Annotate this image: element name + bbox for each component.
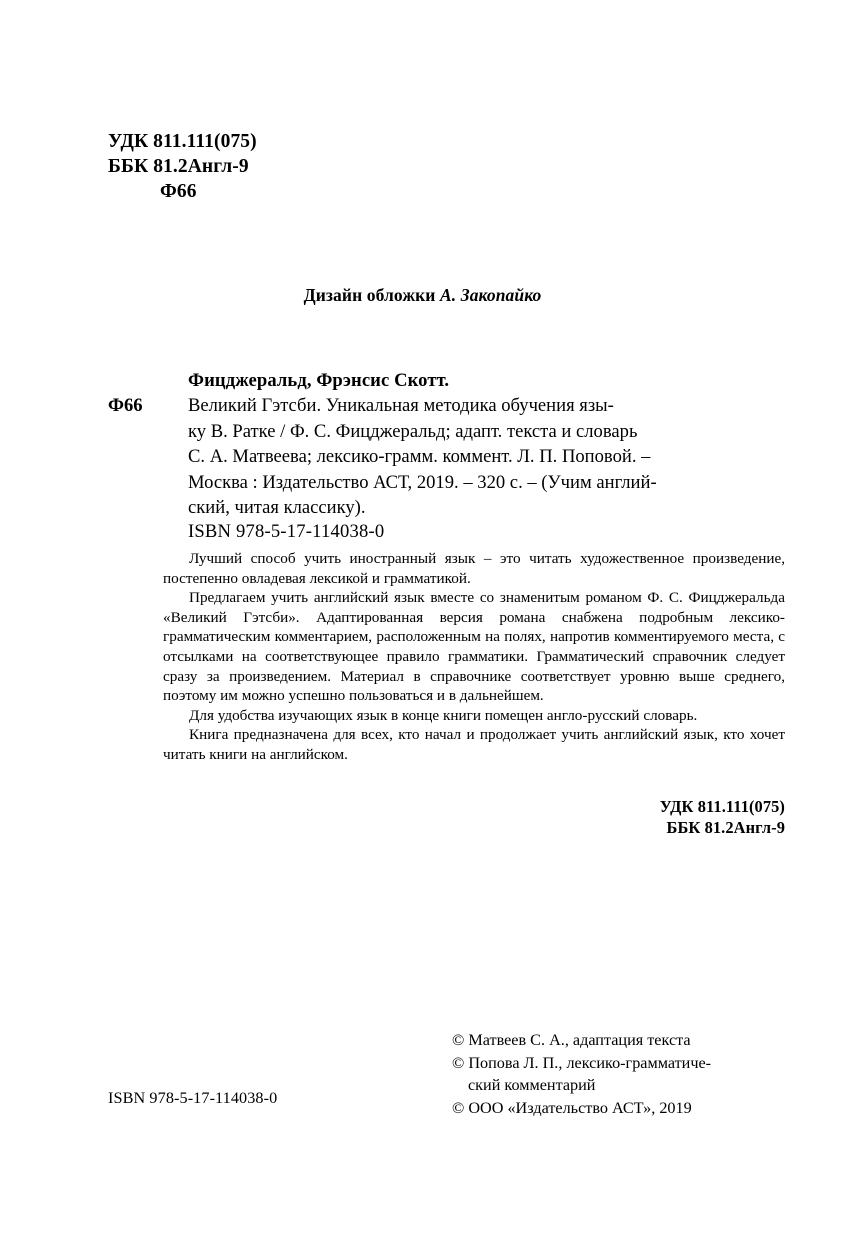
cover-design-credit xyxy=(0,285,845,306)
biblio-line: ку В. Ратке / Ф. С. Фицджеральд; адапт. текста и словарь xyxy=(188,420,638,442)
annotation-paragraph: Книга предназначена для всех, кто начал и продолжает учить английский язык, кто хочет читать книги на английском. xyxy=(163,726,785,763)
biblio-description xyxy=(108,393,786,520)
copyright-line-publisher: © ООО «Издательство АСТ», 2019 xyxy=(452,1098,692,1117)
biblio-line: Великий Гэтсби. Уникальная методика обучения язы- xyxy=(188,395,614,417)
biblio-line: С. А. Матвеева; лексико-грамм. коммент. Л. П. Поповой. – xyxy=(188,446,651,468)
copyright-block xyxy=(452,1029,711,1119)
copyright-line-adaptation: © Матвеев С. А., адаптация текста xyxy=(452,1031,691,1049)
udk-code-bottom: УДК 811.111(075) xyxy=(659,797,785,816)
annotation-paragraph: Для удобства изучающих язык в конце книги помещен англо-русский словарь. xyxy=(189,706,698,724)
cover-design-label: Дизайн обложки xyxy=(303,285,436,305)
annotation-paragraph: Лучший способ учить иностранный язык – это читать художественное произведение, постепенно овладевая лексикой и грамматикой. xyxy=(163,550,785,587)
bbk-code-top: ББК 81.2Англ-9 xyxy=(108,156,249,177)
copyright-line-commentary: © Попова Л. П., лексико-грамматиче- xyxy=(452,1053,712,1072)
biblio-line: ский, читая классику). xyxy=(188,497,366,519)
bibliographic-entry xyxy=(108,368,786,520)
biblio-line: Москва : Издательство АСТ, 2019. – 320 с. – (Учим англий- xyxy=(188,471,657,493)
udk-code-top: УДК 811.111(075) xyxy=(108,131,257,152)
author-mark-top: Ф66 xyxy=(160,181,197,202)
biblio-author-mark: Ф66 xyxy=(108,395,143,417)
bbk-code-bottom: ББК 81.2Англ-9 xyxy=(666,818,785,837)
annotation-paragraph: Предлагаем учить английский язык вместе со знаменитым романом Ф. С. Фицджеральда «Великий Гэтсби». Адаптированная версия романа снабжена подробным лексико-грамматическим комментарием, расположенным на полях, напротив комментируемого места, с отсылками на соответствующее правило грамматики. Грамматический справочник следует сразу за произведением. Материал в справочнике соответствует уровню выше среднего, поэтому им можно успешно пользоваться и в дальнейшем. xyxy=(163,589,785,705)
isbn-bottom: ISBN 978-5-17-114038-0 xyxy=(108,1089,278,1107)
isbn-main: ISBN 978-5-17-114038-0 xyxy=(188,521,385,542)
cover-designer-name: А. Закопайко xyxy=(439,285,542,305)
classification-codes-top xyxy=(108,129,257,204)
copyright-line-commentary-cont: ский комментарий xyxy=(468,1076,596,1095)
classification-codes-bottom xyxy=(0,796,785,838)
biblio-author: Фицджеральд, Фрэнсис Скотт. xyxy=(188,370,450,391)
annotation-text xyxy=(163,549,785,765)
